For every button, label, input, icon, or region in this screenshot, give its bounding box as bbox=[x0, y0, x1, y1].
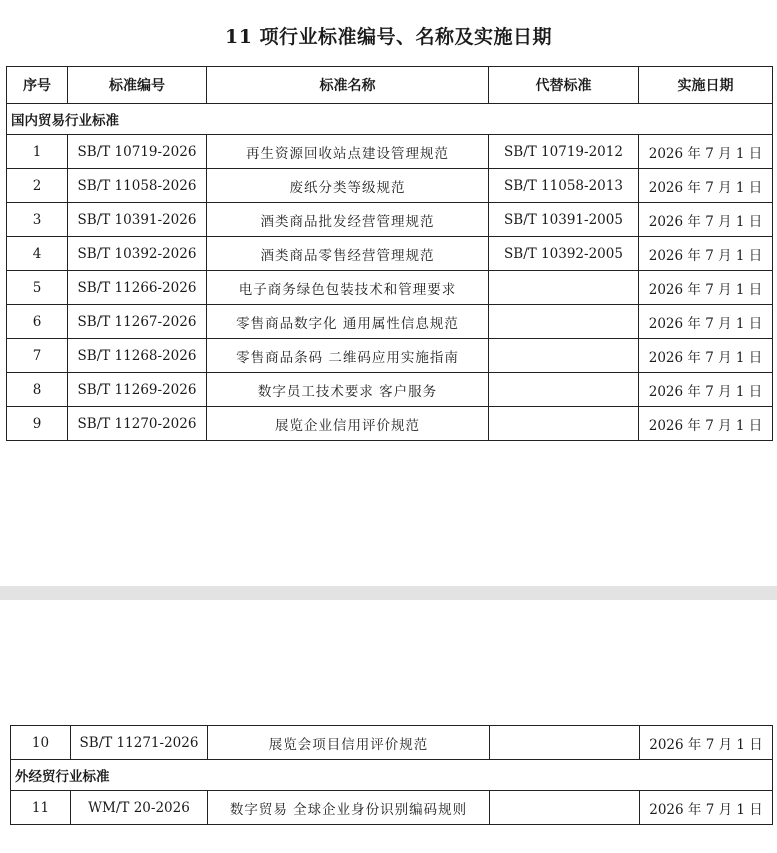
cell-name: 零售商品数字化 通用属性信息规范 bbox=[207, 305, 489, 339]
cell-seq: 11 bbox=[11, 791, 71, 825]
cell-date: 2026 年 7 月 1 日 bbox=[639, 407, 773, 441]
cell-name: 酒类商品批发经营管理规范 bbox=[207, 203, 489, 237]
section-row bbox=[11, 760, 773, 791]
cell-replaces bbox=[489, 271, 639, 305]
cell-seq: 4 bbox=[7, 237, 68, 271]
cell-replaces: SB/T 10719-2012 bbox=[489, 135, 639, 169]
section-foreign-label: 外经贸行业标准 bbox=[11, 760, 773, 791]
cell-name: 酒类商品零售经营管理规范 bbox=[207, 237, 489, 271]
cell-date: 2026 年 7 月 1 日 bbox=[639, 271, 773, 305]
cell-seq: 1 bbox=[7, 135, 68, 169]
cell-date: 2026 年 7 月 1 日 bbox=[639, 135, 773, 169]
standards-table bbox=[6, 66, 773, 441]
table-row bbox=[7, 373, 773, 407]
cell-name: 电子商务绿色包装技术和管理要求 bbox=[207, 271, 489, 305]
cell-name: 数字员工技术要求 客户服务 bbox=[207, 373, 489, 407]
table-header-row bbox=[7, 67, 773, 104]
cell-code: SB/T 11268-2026 bbox=[68, 339, 207, 373]
cell-code: WM/T 20-2026 bbox=[71, 791, 208, 825]
cell-name: 数字贸易 全球企业身份识别编码规则 bbox=[208, 791, 490, 825]
cell-seq: 10 bbox=[11, 726, 71, 760]
cell-code: SB/T 10719-2026 bbox=[68, 135, 207, 169]
cell-name: 再生资源回收站点建设管理规范 bbox=[207, 135, 489, 169]
cell-replaces: SB/T 10392-2005 bbox=[489, 237, 639, 271]
cell-code: SB/T 11266-2026 bbox=[68, 271, 207, 305]
header-code: 标准编号 bbox=[68, 67, 207, 104]
cell-replaces bbox=[489, 407, 639, 441]
cell-name: 零售商品条码 二维码应用实施指南 bbox=[207, 339, 489, 373]
cell-code: SB/T 11058-2026 bbox=[68, 169, 207, 203]
table-row bbox=[7, 237, 773, 271]
cell-replaces bbox=[490, 791, 640, 825]
table-row bbox=[7, 271, 773, 305]
header-seq: 序号 bbox=[7, 67, 68, 104]
cell-code: SB/T 10391-2026 bbox=[68, 203, 207, 237]
cell-seq: 9 bbox=[7, 407, 68, 441]
cell-seq: 6 bbox=[7, 305, 68, 339]
page-separator bbox=[0, 586, 777, 600]
cell-code: SB/T 11267-2026 bbox=[68, 305, 207, 339]
standards-table-continued bbox=[10, 725, 773, 825]
cell-code: SB/T 11271-2026 bbox=[71, 726, 208, 760]
cell-name: 展览企业信用评价规范 bbox=[207, 407, 489, 441]
cell-seq: 2 bbox=[7, 169, 68, 203]
cell-date: 2026 年 7 月 1 日 bbox=[639, 169, 773, 203]
cell-seq: 7 bbox=[7, 339, 68, 373]
cell-date: 2026 年 7 月 1 日 bbox=[639, 203, 773, 237]
table-row bbox=[7, 339, 773, 373]
table-row bbox=[11, 726, 773, 760]
cell-name: 展览会项目信用评价规范 bbox=[208, 726, 490, 760]
cell-replaces bbox=[490, 726, 640, 760]
cell-date: 2026 年 7 月 1 日 bbox=[639, 339, 773, 373]
header-date: 实施日期 bbox=[639, 67, 773, 104]
table-row bbox=[7, 203, 773, 237]
cell-seq: 8 bbox=[7, 373, 68, 407]
header-replaces: 代替标准 bbox=[489, 67, 639, 104]
cell-date: 2026 年 7 月 1 日 bbox=[639, 237, 773, 271]
cell-date: 2026 年 7 月 1 日 bbox=[640, 726, 773, 760]
cell-date: 2026 年 7 月 1 日 bbox=[639, 373, 773, 407]
cell-code: SB/T 10392-2026 bbox=[68, 237, 207, 271]
cell-replaces bbox=[489, 339, 639, 373]
cell-seq: 5 bbox=[7, 271, 68, 305]
section-row bbox=[7, 104, 773, 135]
table-row bbox=[7, 407, 773, 441]
header-name: 标准名称 bbox=[207, 67, 489, 104]
cell-code: SB/T 11269-2026 bbox=[68, 373, 207, 407]
cell-date: 2026 年 7 月 1 日 bbox=[639, 305, 773, 339]
table-row bbox=[11, 791, 773, 825]
cell-replaces: SB/T 10391-2005 bbox=[489, 203, 639, 237]
table-row bbox=[7, 169, 773, 203]
section-domestic-label: 国内贸易行业标准 bbox=[7, 104, 773, 135]
table-row bbox=[7, 135, 773, 169]
cell-seq: 3 bbox=[7, 203, 68, 237]
cell-replaces: SB/T 11058-2013 bbox=[489, 169, 639, 203]
cell-replaces bbox=[489, 305, 639, 339]
cell-date: 2026 年 7 月 1 日 bbox=[640, 791, 773, 825]
cell-name: 废纸分类等级规范 bbox=[207, 169, 489, 203]
table-row bbox=[7, 305, 773, 339]
cell-replaces bbox=[489, 373, 639, 407]
cell-code: SB/T 11270-2026 bbox=[68, 407, 207, 441]
document-title: 11 项行业标准编号、名称及实施日期 bbox=[224, 26, 553, 48]
